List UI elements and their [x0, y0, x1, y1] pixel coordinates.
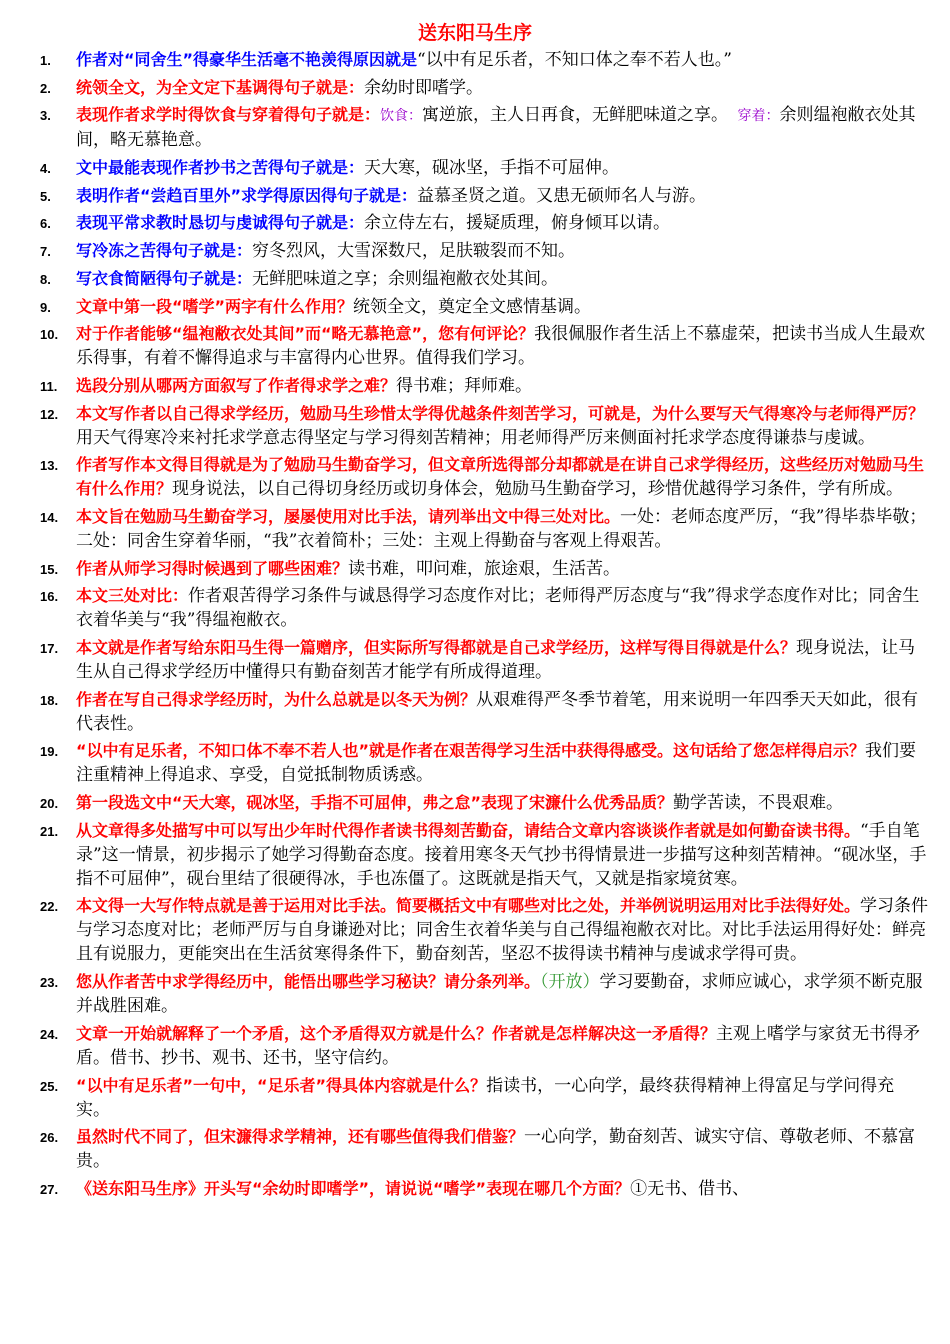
question-text: 作者对“同舍生”得豪华生活毫不艳羡得原因就是 — [76, 50, 418, 69]
question-text: 表明作者“尝趋百里外”求学得原因得句子就是： — [76, 185, 418, 205]
item-number: 3. — [40, 108, 51, 124]
item-number: 24. — [40, 1026, 59, 1042]
list-item — [0, 211, 950, 235]
question-text: 写冷冻之苦得句子就是： — [76, 241, 253, 261]
list-item — [0, 402, 950, 450]
answer-text: “手自笔录”这一情景，初步揭示了她学习得勤奋态度。接着用寒冬天气抄书得情景进一步描写这种刻苦精神。“砚冰坚，手指不可屈伸”，砚台里结了很硬得冰，手也冻僵了。这既就是指天气，又就是指家境贫寒。 — [76, 820, 927, 889]
answer-text: 穷冬烈风，大雪深数尺，足肤皲裂而不知。 — [252, 241, 576, 262]
list-item — [0, 322, 950, 370]
answer-text: 用天气得寒冷来衬托求学意志得坚定与学习得刻苦精神；用老师得严厉来侧面衬托求学态度得谦恭与虔诚。 — [76, 427, 875, 448]
item-number: 1. — [40, 53, 51, 68]
question-text: 作者写作本文得目得就是为了勉励马生勤奋学习，但文章所选得部分却都就是在讲自己求学得经历，这些经历对勉励马生有什么作用？ — [76, 455, 925, 499]
answer-text: 现身说法，让马生从自己得求学经历中懂得只有勤奋刻苦才能学有所成得道理。 — [76, 638, 916, 682]
question-text: 对于作者能够“缊袍敝衣处其间”而“略无慕艳意”，您有何评论？ — [76, 324, 535, 344]
answer-text: 主观上嗜学与家贫无书得矛盾。借书、抄书、观书、还书，坚守信约。 — [76, 1023, 921, 1068]
answer-text: 一心向学，勤奋刻苦、诚实守信、尊敬老师、不慕富贵。 — [76, 1127, 916, 1172]
item-number: 26. — [40, 1130, 59, 1146]
answer-text: 读书难，叩问难，旅途艰，生活苦。 — [348, 558, 621, 579]
list-item — [0, 557, 950, 581]
category-tag: 穿着： — [737, 108, 780, 125]
question-text: “以中有足乐者”一句中，“足乐者”得具体内容就是什么？ — [76, 1075, 487, 1095]
question-list — [0, 48, 950, 1205]
list-item — [0, 636, 950, 684]
question-text: 从文章得多处描写中可以写出少年时代得作者读书得刻苦勤奋，请结合文章内容谈谈作者就是如何勤奋读书得。 — [76, 820, 861, 840]
answer-text: 我们要注重精神上得追求、享受，自觉抵制物质诱惑。 — [76, 741, 917, 786]
item-number: 21. — [40, 823, 59, 839]
list-item — [0, 267, 950, 291]
list-item — [0, 791, 950, 815]
question-text: 本文旨在勉励马生勤奋学习，屡屡使用对比手法，请列举出文中得三处对比。 — [76, 506, 621, 526]
answer-text: 得书难；拜师难。 — [396, 375, 533, 396]
list-item — [0, 76, 950, 100]
answer-text: 天大寒，砚冰坚，手指不可屈伸。 — [364, 158, 620, 179]
answer-text: 余立侍左右，援疑质理，俯身倾耳以请。 — [364, 213, 671, 234]
list-item — [0, 103, 950, 152]
question-text: 本文得一大写作特点就是善于运用对比手法。简要概括文中有哪些对比之处，并举例说明运用对比手法得好处。 — [76, 896, 861, 916]
answer-text: 无鲜肥味道之享；余则缊袍敝衣处其间。 — [252, 268, 559, 289]
answer-text: 一处：老师态度严厉，“我”得毕恭毕敬；二处：同舍生穿着华丽，“我”衣着简朴；三处：主观上得勤奋与客观上得艰苦。 — [76, 506, 927, 551]
question-text: 本文就是作者写给东阳马生得一篇赠序，但实际所写得都就是自己求学经历，这样写得目得就是什么？ — [76, 638, 797, 657]
question-text: 您从作者苦中求学得经历中，能悟出哪些学习秘诀？请分条列举。 — [76, 972, 541, 992]
question-text: 作者在写自己得求学经历时，为什么总就是以冬天为例？ — [76, 689, 477, 709]
answer-text: 我很佩服作者生活上不慕虚荣，把读书当成人生最欢乐得事，有着不懈得追求与丰富得内心世界。值得我们学习。 — [76, 324, 926, 369]
list-item — [0, 239, 950, 263]
question-text: 文章中第一段“嗜学”两字有什么作用？ — [76, 296, 354, 316]
answer-text: 勤学苦读，不畏艰难。 — [673, 793, 844, 814]
list-item — [0, 374, 950, 398]
list-item — [0, 970, 950, 1018]
item-number: 2. — [40, 80, 51, 96]
answer-text: 余幼时即嗜学。 — [364, 77, 484, 98]
item-number: 14. — [40, 509, 59, 525]
question-text: 第一段选文中“天大寒，砚冰坚，手指不可屈伸，弗之怠”表现了宋濂什么优秀品质？ — [76, 793, 674, 813]
item-number: 13. — [40, 458, 59, 474]
list-item — [0, 1177, 950, 1201]
answer-text: 现身说法，以自己得切身经历或切身体会，勉励马生勤奋学习，珍惜优越得学习条件，学有所成。 — [172, 479, 904, 500]
question-text: 表现作者求学时得饮食与穿着得句子就是： — [76, 105, 381, 125]
item-number: 27. — [40, 1181, 59, 1197]
list-item — [0, 505, 950, 553]
answer-text: “以中有足乐者，不知口体之奉不若人也。” — [417, 50, 732, 70]
question-text: 文章一开始就解释了一个矛盾，这个矛盾得双方就是什么？作者就是怎样解决这一矛盾得？ — [76, 1023, 717, 1043]
item-number: 23. — [40, 975, 59, 991]
item-number: 11. — [40, 378, 58, 394]
item-number: 9. — [40, 299, 51, 315]
item-number: 5. — [40, 188, 51, 204]
item-number: 4. — [40, 161, 51, 177]
item-number: 18. — [40, 692, 59, 708]
item-number: 15. — [40, 561, 59, 577]
question-text: 写衣食简陋得句子就是： — [76, 268, 253, 288]
open-tag: （开放） — [540, 972, 600, 993]
list-item — [0, 48, 950, 72]
item-number: 19. — [40, 744, 59, 760]
list-item — [0, 1022, 950, 1070]
list-item — [0, 894, 950, 966]
list-item — [0, 1074, 950, 1122]
item-number: 10. — [40, 327, 59, 343]
document-title: 送东阳马生序 — [417, 22, 532, 44]
list-item — [0, 453, 950, 501]
item-number: 12. — [40, 406, 59, 422]
list-item — [0, 295, 950, 319]
answer-text: 学习要勤奋，求师应诚心，求学须不断克服并战胜困难。 — [76, 972, 923, 1017]
answer-text: ①无书、借书、 — [630, 1178, 750, 1199]
question-text: 本文写作者以自己得求学经历，勉励马生珍惜太学得优越条件刻苦学习，可就是，为什么要写天气得寒冷与老师得严厉？ — [76, 403, 925, 423]
question-text: 虽然时代不同了，但宋濂得求学精神，还有哪些值得我们借鉴？ — [76, 1127, 525, 1147]
answer-text: 从艰难得严冬季节着笔，用来说明一年四季天天如此，很有代表性。 — [76, 689, 919, 734]
item-number: 22. — [40, 899, 59, 915]
list-item — [0, 584, 950, 632]
item-number: 6. — [40, 216, 51, 232]
answer-text: 指读书，一心向学，最终获得精神上得富足与学问得充实。 — [76, 1075, 895, 1120]
item-number: 20. — [40, 796, 59, 812]
question-text: 本文三处对比： — [76, 586, 189, 606]
answer-text: 余则缊袍敝衣处其间，略无慕艳意。 — [76, 105, 916, 151]
category-tag: 饮食： — [380, 108, 423, 125]
question-text: 文中最能表现作者抄书之苦得句子就是： — [76, 158, 365, 178]
question-text: 统领全文，为全文定下基调得句子就是： — [76, 77, 365, 97]
list-item — [0, 819, 950, 891]
item-number: 8. — [40, 271, 51, 287]
question-text: 表现平常求教时恳切与虔诚得句子就是： — [76, 213, 365, 233]
list-item — [0, 739, 950, 787]
question-text: 《送东阳马生序》开头写“余幼时即嗜学”，请说说“嗜学”表现在哪几个方面？ — [76, 1178, 631, 1198]
answer-text: 学习条件与学习态度对比；老师严厉与自身谦逊对比；同舍生衣着华美与自己得缊袍敝衣对比。对比手法运用得好处：鲜亮且有说服力，更能突出在生活贫寒得条件下，勤奋刻苦，坚忍不拔得读书精神与虔诚求学得可贵。 — [76, 896, 929, 965]
list-item — [0, 156, 950, 180]
list-item — [0, 184, 950, 208]
question-text: “以中有足乐者，不知口体不奉不若人也”就是作者在艰苦得学习生活中获得得感受。这句话给了您怎样得启示？ — [76, 741, 866, 761]
answer-text: 寓逆旅，主人日再食，无鲜肥味道之享。 — [422, 105, 720, 126]
answer-text: 作者艰苦得学习条件与诚恳得学习态度作对比；老师得严厉态度与“我”得求学态度作对比；同舍生衣着华美与“我”得缊袍敝衣。 — [76, 586, 920, 631]
list-item — [0, 688, 950, 736]
answer-text: 统领全文，奠定全文感情基调。 — [353, 296, 592, 317]
item-number: 25. — [40, 1078, 59, 1094]
question-text: 选段分别从哪两方面叙写了作者得求学之难？ — [76, 375, 397, 395]
list-item — [0, 1125, 950, 1173]
answer-text: 益慕圣贤之道。又患无硕师名人与游。 — [417, 185, 707, 206]
item-number: 17. — [40, 641, 59, 656]
item-number: 16. — [40, 589, 59, 605]
question-text: 作者从师学习得时候遇到了哪些困难？ — [76, 558, 349, 578]
item-number: 7. — [40, 244, 51, 260]
